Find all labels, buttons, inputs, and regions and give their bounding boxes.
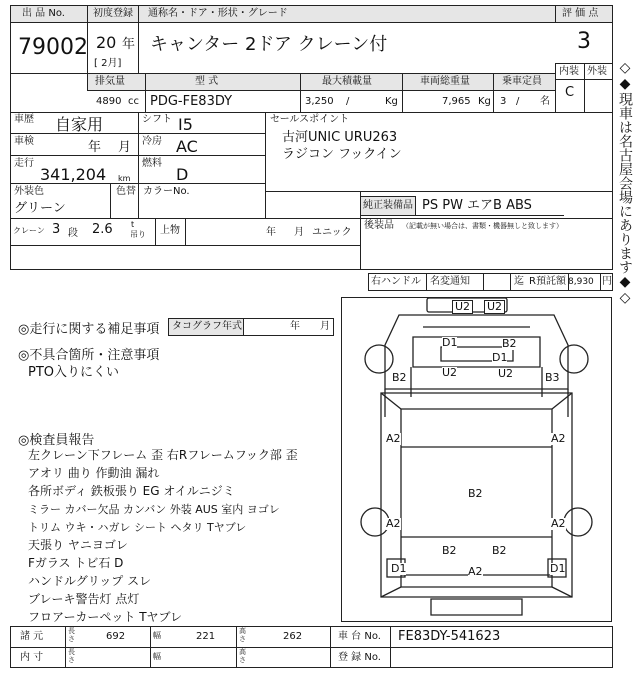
upper-year-unit: 年 [266, 227, 276, 238]
upper-maker: ユニック [312, 227, 352, 238]
footer-divider [65, 626, 66, 668]
registration-label: 登 録 No. [338, 652, 381, 663]
height-value: 262 [283, 631, 303, 642]
r-tax-unit: 円 [602, 276, 612, 287]
displacement-value: 4890 [96, 96, 122, 107]
report-line: Fガラス トビ石 D [28, 556, 124, 570]
report-line: ハンドルグリップ スレ [28, 574, 152, 588]
damage-code: A2 [551, 517, 566, 530]
damage-code: D1 [442, 336, 458, 349]
details-divider [155, 218, 156, 245]
damage-code: A2 [551, 432, 566, 445]
name-change-label: 名変通知 [430, 276, 470, 287]
report-line: トリム ウキ・ハガレ シート ヘタリ Tヤブレ [28, 521, 247, 534]
side-note: ◇◆現車は名古屋会場にあります◆◇ [617, 60, 633, 306]
report-line: 天張り ヤニヨゴレ [28, 538, 128, 552]
lot-label: 出 品 No. [22, 8, 65, 19]
displacement-label: 排気量 [95, 76, 125, 87]
report-line: ミラー カバー欠品 カンバン 外装 AUS 室内 ヨゴレ [28, 503, 280, 516]
report-line: アオリ 曲り 作動油 漏れ [28, 466, 160, 480]
details-divider [110, 183, 111, 218]
capacity-unit: 名 [540, 96, 550, 107]
spec-divider [145, 73, 146, 113]
color-value: グリーン [14, 201, 66, 216]
r-tax-value: 8,930 [568, 277, 594, 287]
details-divider [266, 191, 613, 192]
damage-code: U2 [484, 300, 505, 314]
footer-divider [390, 626, 391, 668]
ac-value: AC [176, 137, 198, 156]
r-tax-label: R預託額 [529, 276, 566, 287]
first-reg-year-unit: 年 [122, 37, 136, 52]
defect-title: ◎不具合箇所・注意事項 [18, 348, 160, 363]
color-change-label: 色替 [116, 186, 136, 197]
first-reg-label: 初度登録 [93, 8, 133, 19]
interior-dims-label: 内 寸 [20, 652, 44, 663]
model-label: 型 式 [195, 76, 219, 87]
gross-weight-unit: Kg [478, 96, 491, 107]
crane-ton: 2.6 [92, 222, 113, 237]
upper-label: 上物 [160, 225, 180, 236]
docs-divider [426, 273, 427, 291]
footer-divider [330, 626, 331, 668]
damage-code: U2 [452, 300, 473, 314]
footer-divider [10, 647, 613, 648]
interior-label: 内装 [559, 66, 579, 77]
first-reg-year: 20 [96, 33, 117, 52]
shift-label: シフト [142, 114, 172, 125]
details-divider [185, 218, 186, 245]
tachograph-label: タコグラフ年式 [172, 321, 242, 332]
sales-point-2: ラジコン フックイン [282, 147, 402, 162]
max-load-label: 最大積載量 [322, 76, 372, 87]
ac-label: 冷房 [142, 136, 162, 147]
damage-code: U2 [498, 367, 514, 380]
defect-1: PTO入りにくい [28, 365, 120, 380]
damage-code: A2 [386, 517, 401, 530]
int-width-label: 幅 [153, 652, 161, 661]
model-value: PDG-FE83DY [150, 94, 233, 109]
equipment-value: PS PW エアB ABS [422, 198, 532, 213]
vehicle-name: キャンター 2ドア クレーン付 [150, 34, 388, 55]
lot-number: 79002 [18, 35, 88, 60]
capacity-value: 3 [500, 96, 507, 107]
inspection-label: 車検 [14, 136, 34, 147]
gross-weight-label: 車両総重量 [420, 76, 470, 87]
history-value: 自家用 [55, 115, 104, 134]
report-line: フロアーカーペット Tヤブレ [28, 610, 183, 624]
damage-code: A2 [386, 432, 401, 445]
length-label: 長さ [68, 627, 75, 643]
crane-stage-unit: 段 [68, 228, 78, 239]
sales-point-label: セールスポイント [270, 114, 350, 125]
spec-divider [493, 73, 494, 113]
width-value: 221 [196, 631, 216, 642]
damage-code: B2 [392, 371, 407, 384]
upper-month-unit: 月 [294, 227, 304, 238]
crane-stage: 3 [52, 222, 61, 237]
damage-code: B2 [468, 487, 483, 500]
damage-code: B2 [502, 337, 517, 350]
equipment-label: 純正装備品 [363, 200, 413, 211]
name-change-box [483, 273, 511, 291]
crane-ton-unit-top: t [131, 220, 135, 229]
length-value: 692 [106, 631, 126, 642]
displacement-unit: cc [128, 96, 139, 107]
details-divider [138, 112, 139, 218]
exterior-grade-cell [584, 79, 613, 113]
inspector-title: ◎検査員報告 [18, 433, 95, 448]
steering-value: 右ハンドル [371, 276, 421, 287]
damage-code: B2 [492, 544, 507, 557]
history-label: 車歴 [14, 114, 34, 125]
footer-divider [236, 626, 237, 668]
details-divider [416, 215, 564, 216]
report-line: ブレーキ警告灯 点灯 [28, 592, 140, 606]
damage-code: B3 [545, 371, 560, 384]
sales-point-1: 古河UNIC URU263 [282, 130, 398, 145]
damage-code: U2 [442, 366, 458, 379]
tachograph-year-unit: 年 [290, 321, 300, 332]
height-label: 高さ [239, 627, 246, 643]
footer-divider [150, 626, 151, 668]
int-height-label: 高さ [239, 648, 246, 664]
name-label: 通称名・ドア・形状・グレード [148, 8, 288, 19]
report-line: 左クレーン下フレーム 歪 右Rフレームフック部 歪 [28, 448, 298, 462]
damage-code: A2 [468, 565, 483, 578]
crane-ton-unit-bottom: 吊り [130, 230, 146, 239]
report-line: 各所ボディ 鉄板張り EG オイルニジミ [28, 484, 235, 498]
rating-label: 評 価 点 [562, 8, 599, 19]
supplement-title: ◎走行に関する補足事項 [18, 322, 160, 337]
color-no-label: カラーNo. [143, 186, 190, 197]
crane-label: クレーン [13, 226, 45, 235]
details-divider [10, 245, 360, 246]
int-length-label: 長さ [68, 648, 75, 664]
mileage-unit: km [118, 174, 131, 183]
fuel-value: D [176, 165, 189, 184]
color-label: 外装色 [14, 186, 44, 197]
inspection-year-unit: 年 [88, 140, 102, 155]
capacity-slash: / [516, 96, 520, 107]
deadline-label: 迄 [514, 276, 524, 287]
aftermarket-note: （記載が無い場合は、書類・機器無しと致します） [402, 222, 563, 230]
inspection-month-unit: 月 [118, 140, 132, 155]
max-load-value: 3,250 [305, 96, 334, 107]
chassis-value: FE83DY-541623 [398, 629, 501, 644]
gross-weight-value: 7,965 [442, 96, 471, 107]
fuel-label: 燃料 [142, 158, 162, 169]
spec-divider [402, 73, 403, 113]
chassis-label: 車 台 No. [338, 631, 381, 642]
spec-divider [300, 73, 301, 113]
max-load-slash: / [346, 96, 350, 107]
max-load-unit: Kg [385, 96, 398, 107]
rating-value: 3 [577, 29, 591, 54]
tachograph-month-unit: 月 [320, 321, 330, 332]
first-reg-month: [ 2月] [94, 58, 122, 69]
interior-grade: C [565, 85, 575, 100]
aftermarket-label: 後装品 [364, 220, 394, 231]
damage-code: B2 [442, 544, 457, 557]
details-divider [10, 218, 613, 219]
damage-code: D1 [492, 351, 508, 364]
damage-code: D1 [550, 562, 566, 575]
shift-value: I5 [178, 115, 193, 134]
capacity-label: 乗車定員 [502, 76, 542, 87]
mileage-value: 341,204 [40, 165, 107, 184]
width-label: 幅 [153, 631, 161, 640]
exterior-label: 外装 [587, 66, 607, 77]
damage-code: D1 [391, 562, 407, 575]
dims-label: 諸 元 [20, 631, 44, 642]
mileage-label: 走行 [14, 158, 34, 169]
